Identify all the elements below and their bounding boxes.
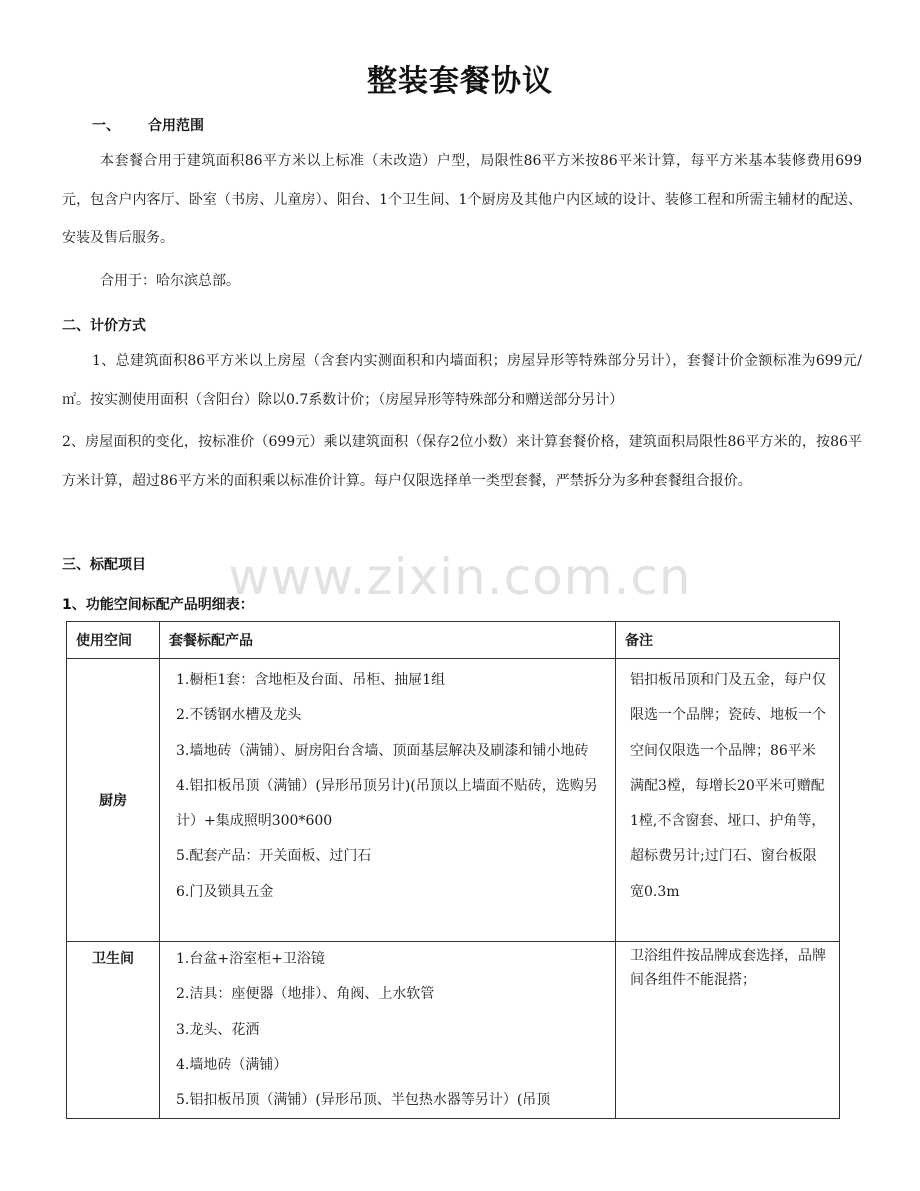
- bathroom-item: 3.龙头、花洒: [176, 1021, 260, 1038]
- table-row-kitchen: [67, 659, 840, 942]
- section1-heading-number: 一、: [92, 118, 120, 134]
- bathroom-item: 5.铝扣板吊顶（满铺）(异形吊顶、半包热水器等另计）(吊顶: [176, 1092, 551, 1109]
- kitchen-item: 3.墙地砖（满铺）、厨房阳台含墙、顶面基层解决及刷漆和铺小地砖: [176, 742, 589, 759]
- kitchen-item: 4.铝扣板吊顶（满铺）(异形吊顶另计)(吊顶以上墙面不贴砖，选购另计）+集成照明300*600: [176, 777, 598, 830]
- table-row-bathroom: [67, 942, 840, 1119]
- bathroom-item: 2.洁具：座便器（地排）、角阀、上水软管: [176, 986, 435, 1003]
- bathroom-space-cell: 卫生间: [67, 942, 160, 1119]
- section1-paragraph: 本套餐合用于建筑面积86平方米以上标准（未改造）户型，局限性86平方米按86平米计算，每平方米基本装修费用699元，包含户内客厅、卧室（书房、儿童房）、阳台、1个卫生间、1个厨房及其他户内区域的设计、装修工程和所需主辅材的配送、安装及售后服务。: [62, 153, 862, 246]
- kitchen-item: 6.门及锁具五金: [176, 883, 274, 900]
- kitchen-items-cell: [160, 659, 616, 942]
- bathroom-items-cell: [160, 942, 616, 1119]
- section2-heading: 二、计价方式: [62, 318, 146, 334]
- header-products: 套餐标配产品: [160, 622, 616, 659]
- section3-heading: 三、标配项目: [62, 557, 146, 573]
- kitchen-item: 5.配套产品：开关面板、过门石: [176, 848, 372, 865]
- bathroom-note-cell: 卫浴组件按品牌成套选择，品牌间各组件不能混搭；: [616, 942, 840, 1119]
- table-header-row: [67, 622, 840, 659]
- bathroom-item: 4.墙地砖（满铺）: [176, 1056, 288, 1073]
- section2-paragraph-1: 1、总建筑面积86平方米以上房屋（含套内实测面积和内墙面积；房屋异形等特殊部分另计），套餐计价金额标准为699元/㎡。按实测使用面积（含阳台）除以0.7系数计价；（房屋异形等特殊部分和赠送部分另计）: [62, 353, 862, 408]
- table-caption: 1、功能空间标配产品明细表：: [62, 597, 254, 613]
- header-notes: 备注: [616, 622, 840, 659]
- kitchen-space-cell: 厨房: [67, 659, 160, 942]
- watermark-text: www.zixin.com.cn: [228, 548, 692, 606]
- section1-scope-paragraph: 合用于：哈尔滨总部。: [100, 273, 240, 289]
- kitchen-item: 1.橱柜1套：含地柜及台面、吊柜、抽屉1组: [176, 672, 446, 688]
- document-title: 整装套餐协议: [367, 64, 553, 99]
- section2-paragraph-2: 2、房屋面积的变化，按标准价（699元）乘以建筑面积（保存2位小数）来计算套餐价格，建筑面积局限性86平方米的，按86平方米计算，超过86平方米的面积乘以标准价计算。每户仅限选择单一类型套餐，严禁拆分为多种套餐组合报价。: [62, 434, 862, 489]
- product-spec-table: [66, 621, 840, 1119]
- header-space: 使用空间: [67, 622, 160, 659]
- section1-heading: 合用范围: [148, 118, 204, 134]
- bathroom-item: 1.台盆+浴室柜+卫浴镜: [176, 951, 325, 967]
- kitchen-note-cell: 铝扣板吊顶和门及五金，每户仅限选一个品牌；瓷砖、地板一个空间仅限选一个品牌；86平米满配3樘，每增长20平米可赠配1樘,不含窗套、垭口、护角等，超标费另计;过门石、窗台板限宽0.3m: [616, 659, 840, 942]
- kitchen-item: 2.不锈钢水槽及龙头: [176, 707, 302, 724]
